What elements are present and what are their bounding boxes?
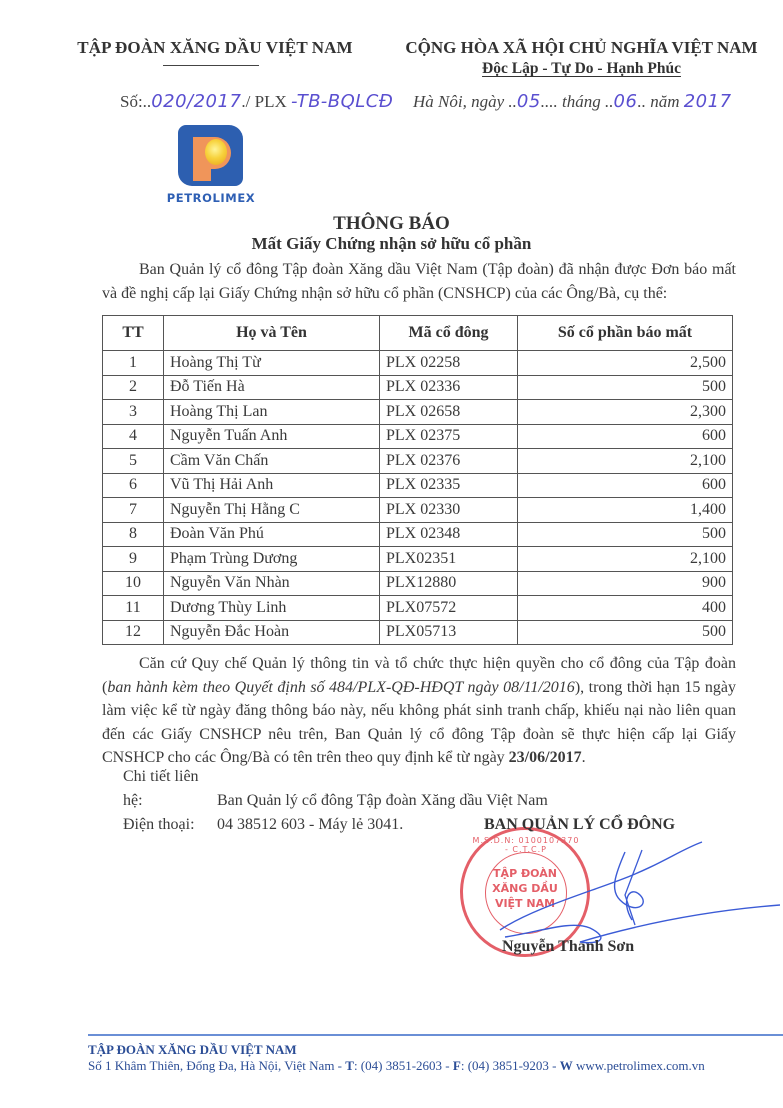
row-shares: 500: [518, 620, 733, 645]
notice-title: THÔNG BÁO: [333, 213, 450, 234]
doc-number-suffix: -TB-BQLCĐ: [291, 91, 394, 112]
contact-detail-row: [123, 765, 548, 813]
footer-website-link[interactable]: www.petrolimex.com.vn: [572, 1058, 705, 1073]
row-shares: 400: [518, 596, 733, 621]
row-tt: 6: [103, 473, 164, 498]
row-shares: 2,500: [518, 351, 733, 376]
intro-paragraph: Ban Quản lý cổ đông Tập đoàn Xăng dầu Việt Nam (Tập đoàn) đã nhận được Đơn báo mất và đề nghị cấp lại Giấy Chứng nhận sở hữu cổ phần (CNSHCP) của các Ông/Bà, cụ thể:: [102, 261, 736, 302]
contact-detail-label: Chi tiết liên hệ:: [123, 768, 199, 809]
column-header-tt: TT: [103, 316, 164, 351]
row-name: Nguyễn Tuấn Anh: [164, 424, 380, 449]
row-tt: 11: [103, 596, 164, 621]
decision-reference: ban hành kèm theo Quyết định số 484/PLX-QĐ-HĐQT ngày 08/11/2016: [107, 678, 575, 696]
row-code: PLX 02258: [380, 351, 518, 376]
row-shares: 600: [518, 473, 733, 498]
seal-line-2: XĂNG DẦU: [492, 882, 558, 895]
row-name: Nguyễn Đắc Hoàn: [164, 620, 380, 645]
organization-header: TẬP ĐOÀN XĂNG DẦU VIỆT NAM: [77, 38, 353, 57]
contact-phone-label: Điện thoại:: [123, 816, 195, 833]
doc-number-middle: ./ PLX: [241, 92, 292, 111]
row-name: Nguyễn Văn Nhàn: [164, 571, 380, 596]
row-code: PLX05713: [380, 620, 518, 645]
row-shares: 900: [518, 571, 733, 596]
national-motto: [380, 60, 783, 78]
row-code: PLX 02658: [380, 400, 518, 425]
row-code: PLX 02348: [380, 522, 518, 547]
date-year-label: .. năm: [637, 92, 684, 111]
row-shares: 2,100: [518, 449, 733, 474]
row-tt: 9: [103, 547, 164, 572]
table-row: [103, 424, 733, 449]
signature-title: BAN QUẢN LÝ CỔ ĐÔNG: [484, 816, 676, 833]
row-name: Phạm Trùng Dương: [164, 547, 380, 572]
logo-wordmark: PETROLIMEX: [166, 191, 256, 205]
table-row: [103, 547, 733, 572]
row-code: PLX12880: [380, 571, 518, 596]
contact-phone-value: 04 38512 603 - Máy lẻ 3041.: [217, 816, 404, 833]
date-place-label: Hà Nôi, ngày ..: [413, 92, 517, 111]
doc-number-handwritten: 020/2017: [151, 91, 242, 112]
row-name: Hoàng Thị Lan: [164, 400, 380, 425]
row-name: Nguyễn Thị Hằng C: [164, 498, 380, 523]
date-day: 05: [516, 91, 541, 112]
footer-phone-label: T: [345, 1058, 354, 1073]
row-tt: 8: [103, 522, 164, 547]
row-code: PLX 02376: [380, 449, 518, 474]
row-name: Hoàng Thị Từ: [164, 351, 380, 376]
row-shares: 600: [518, 424, 733, 449]
logo-flame-icon: [205, 139, 227, 165]
row-tt: 10: [103, 571, 164, 596]
row-tt: 3: [103, 400, 164, 425]
table-row: [103, 498, 733, 523]
row-shares: 1,400: [518, 498, 733, 523]
signer-name: Nguyễn Thanh Sơn: [502, 938, 635, 955]
seal-ring-text: M.S.D.N: 0100107370 - C.T.C.P: [472, 836, 580, 854]
row-shares: 500: [518, 375, 733, 400]
notice-subtitle: Mất Giấy Chứng nhận sở hữu cổ phần: [251, 234, 532, 253]
row-code: PLX 02335: [380, 473, 518, 498]
footer-phone: : (04) 3851-2603 -: [353, 1058, 453, 1073]
table-row: [103, 400, 733, 425]
row-code: PLX07572: [380, 596, 518, 621]
doc-number-prefix: Số:..: [120, 92, 152, 111]
row-shares: 2,300: [518, 400, 733, 425]
row-code: PLX 02375: [380, 424, 518, 449]
national-title: CỘNG HÒA XÃ HỘI CHỦ NGHĨA VIỆT NAM: [405, 38, 758, 57]
body-paragraph: [102, 652, 736, 770]
row-tt: 7: [103, 498, 164, 523]
motto-text: Độc Lập - Tự Do - Hạnh Phúc: [482, 60, 681, 77]
table-row: [103, 571, 733, 596]
table-row: [103, 473, 733, 498]
row-code: PLX 02336: [380, 375, 518, 400]
reissue-date: 23/06/2017: [508, 749, 582, 766]
footer-organization: TẬP ĐOÀN XĂNG DẦU VIỆT NAM: [88, 1042, 297, 1057]
row-tt: 12: [103, 620, 164, 645]
table-row: [103, 375, 733, 400]
date-year: 2017: [683, 91, 732, 112]
body-text-start: Căn cứ Quy chế Quản lý thông tin và tổ chức thực hiện quyền cho cổ đông của Tập đoàn (: [102, 655, 736, 696]
document-date: [413, 91, 732, 112]
contact-detail-value: Ban Quản lý cổ đông Tập đoàn Xăng dầu Việt Nam: [217, 792, 548, 809]
document-number: [120, 91, 393, 112]
petrolimex-logo-icon: [178, 125, 243, 186]
table-row: [103, 522, 733, 547]
body-text-middle: ), trong thời hạn 15 ngày làm việc kể từ ngày đăng thông báo này, nếu không phát sinh tranh chấp, khiếu nại nào liên quan đến các Giấy CNSHCP nêu trên, Ban Quản lý cổ đông Tập đoàn sẽ thực hiện cấp lại Giấy CNSHCP cho các Ông/Bà có tên trên theo quy định kể từ ngày: [102, 678, 737, 766]
footer-divider: [88, 1034, 783, 1036]
row-tt: 2: [103, 375, 164, 400]
row-tt: 5: [103, 449, 164, 474]
column-header-shares: Số cổ phần báo mất: [518, 316, 733, 351]
table-row: [103, 596, 733, 621]
row-name: Đỗ Tiến Hà: [164, 375, 380, 400]
table-row: [103, 351, 733, 376]
body-text-end: .: [581, 749, 586, 766]
footer-fax-label: F: [452, 1058, 461, 1073]
row-name: Vũ Thị Hải Anh: [164, 473, 380, 498]
column-header-code: Mã cổ đông: [380, 316, 518, 351]
table-header-row: [103, 316, 733, 351]
column-header-name: Họ và Tên: [164, 316, 380, 351]
date-month: 06: [613, 91, 638, 112]
row-tt: 4: [103, 424, 164, 449]
row-tt: 1: [103, 351, 164, 376]
row-name: Cầm Văn Chấn: [164, 449, 380, 474]
row-name: Dương Thùy Linh: [164, 596, 380, 621]
lost-certificates-table: [102, 315, 733, 645]
seal-line-1: TẬP ĐOÀN: [493, 867, 557, 880]
footer-address: [88, 1058, 705, 1074]
footer-address-text: Số 1 Khâm Thiên, Đống Đa, Hà Nội, Việt Nam -: [88, 1058, 346, 1073]
row-code: PLX02351: [380, 547, 518, 572]
header-divider: [163, 65, 259, 66]
footer-web-label: W: [559, 1058, 573, 1073]
row-name: Đoàn Văn Phú: [164, 522, 380, 547]
row-code: PLX 02330: [380, 498, 518, 523]
row-shares: 500: [518, 522, 733, 547]
date-month-label: .... tháng ..: [540, 92, 614, 111]
table-row: [103, 620, 733, 645]
row-shares: 2,100: [518, 547, 733, 572]
seal-line-3: VIỆT NAM: [494, 897, 556, 910]
table-row: [103, 449, 733, 474]
footer-fax: : (04) 3851-9203 -: [460, 1058, 560, 1073]
